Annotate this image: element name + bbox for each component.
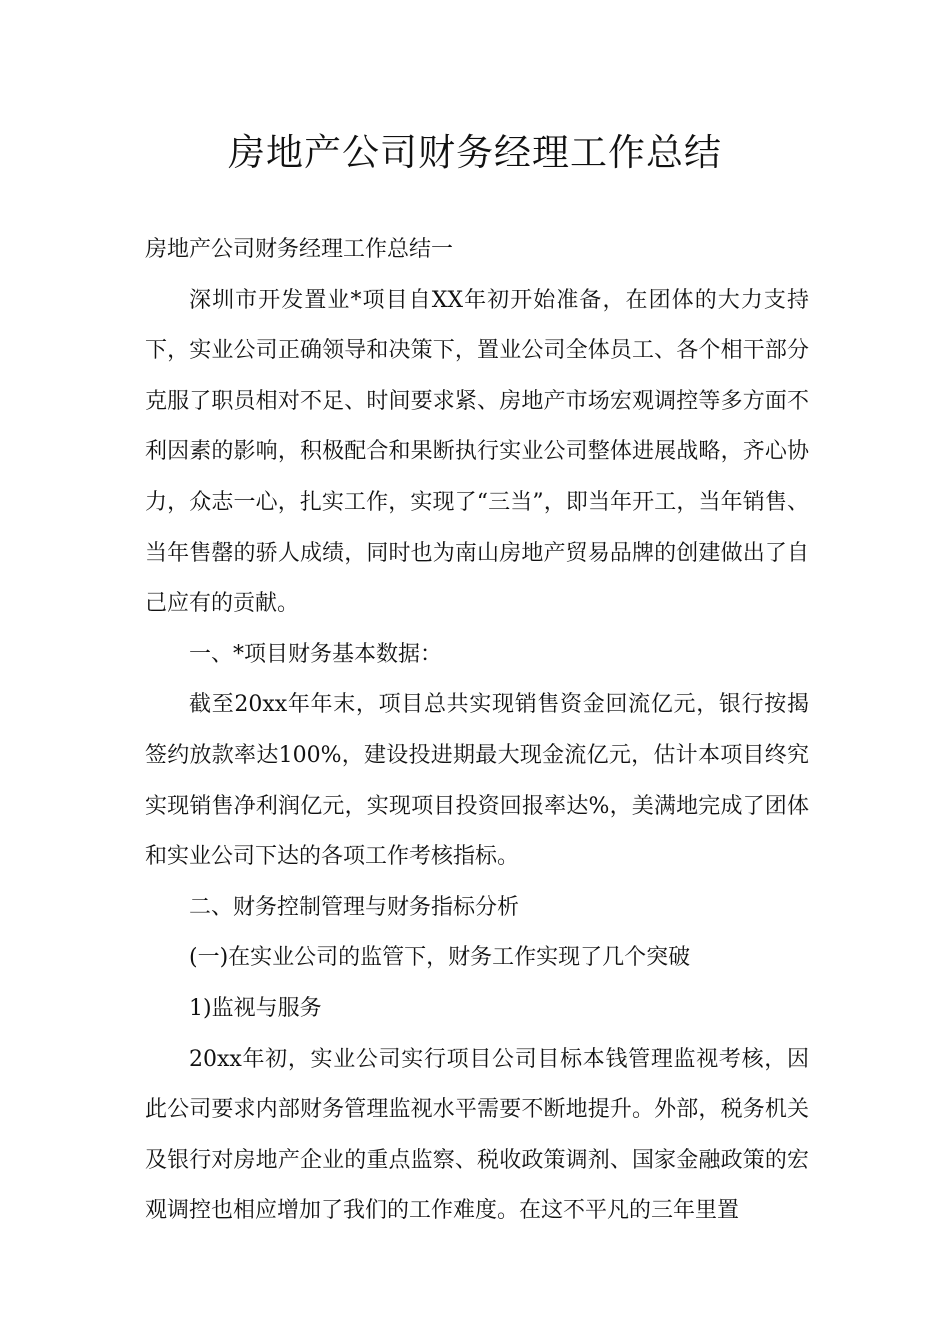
heading-basic-data: 一、*项目财务基本数据： [189,641,443,667]
section-heading: 房地产公司财务经理工作总结一 [145,237,454,262]
paragraph-basic-data: 截至20xx年年末，项目总共实现销售资金回流亿元，银行按揭签约放款率达100%，建设投进期最大现金流亿元，估计本项目终究实现销售净利润亿元，实现项目投资回报率达%，美满地完成了团体和实业公司下达的各项工作考核指标。 [145,692,809,870]
document-title: 房地产公司财务经理工作总结 [228,131,722,174]
heading-breakthroughs: (一)在实业公司的监管下，财务工作实现了几个突破 [189,945,691,971]
paragraph-intro: 深圳市开发置业*项目自XX年初开始准备，在团体的大力支持下，实业公司正确领导和决策下，置业公司全体员工、各个相干部分克服了职员相对不足、时间要求紧、房地产市场宏观调控等多方面不利因素的影响，积极配合和果断执行实业公司整体进展战略，齐心协力，众志一心，扎实工作，实现了“三当”，即当年开工，当年销售、当年售罄的骄人成绩，同时也为南山房地产贸易品牌的创建做出了自己应有的贡献。 [145,287,809,617]
heading-financial-control: 二、财务控制管理与财务指标分析 [189,894,520,920]
paragraph-supervision: 20xx年初，实业公司实行项目公司目标本钱管理监视考核，因此公司要求内部财务管理监视水平需要不断地提升。外部，税务机关及银行对房地产企业的重点监察、税收政策调剂、国家金融政策的宏观调控也相应增加了我们的工作难度。在这不平凡的三年里置 [145,1046,809,1224]
document-body [145,225,809,1237]
heading-supervision-service: 1)监视与服务 [189,995,322,1021]
